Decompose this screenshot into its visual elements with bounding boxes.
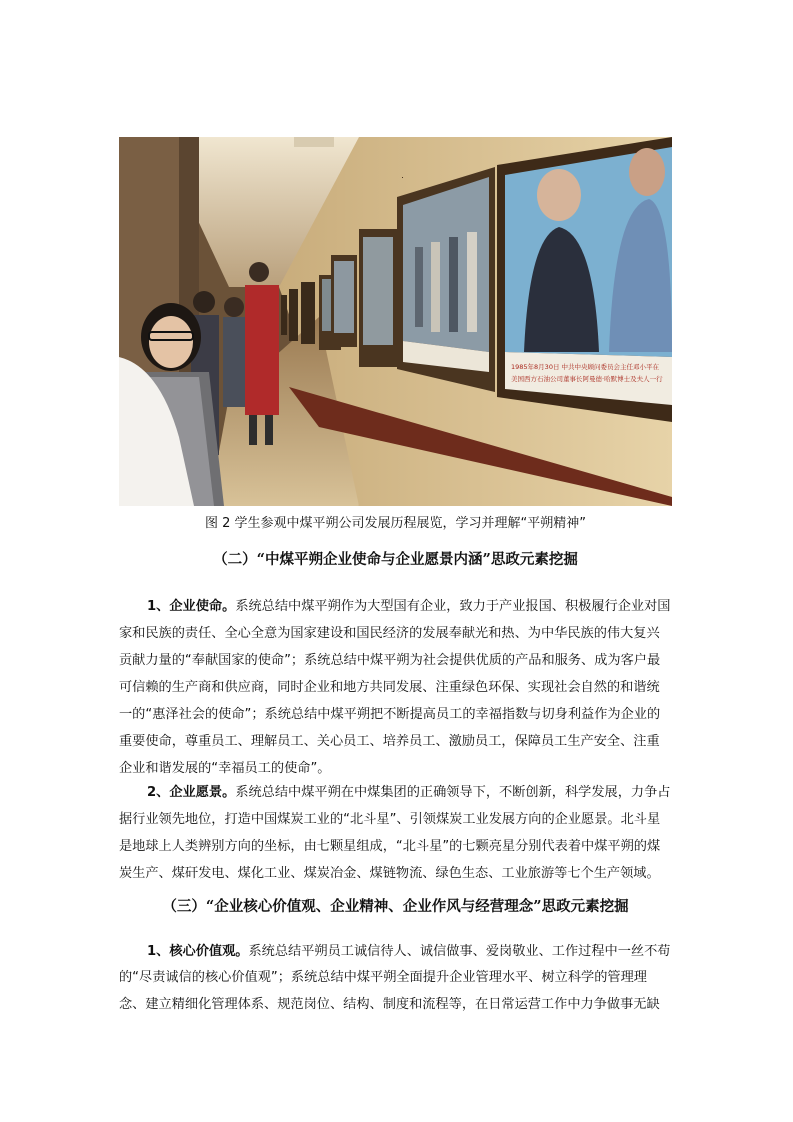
paragraph-mission-first-line: [147, 597, 672, 617]
paragraph-line: 炭生产、煤矸发电、煤化工业、煤炭冶金、煤链物流、绿色生态、工业旅游等七个生产领域。: [119, 866, 660, 881]
plaque-line-1: 1985年8月30日 中共中央顾问委员会主任邓小平在: [511, 363, 660, 371]
vision-first: 系统总结中煤平朔在中煤集团的正确领导下，不断创新，科学发展，力争占: [235, 785, 671, 800]
paragraph-line: 的“尽责诚信的核心价值观”；系统总结中煤平朔全面提升企业管理水平、树立科学的管理理: [119, 970, 647, 985]
paragraph-line: 家和民族的责任、全心全意为国家建设和国民经济的发展奉献光和热、为中华民族的伟大复兴: [119, 626, 660, 641]
paragraph-line: 一的“惠泽社会的使命”；系统总结中煤平朔把不断提高员工的幸福指数与切身利益作为企业的: [119, 707, 661, 722]
plaque-line-2: 美国西方石油公司董事长阿曼德·哈默博士及夫人一行: [511, 375, 663, 383]
paragraph-line: 重要使命，尊重员工、理解员工、关心员工、培养员工、激励员工，保障员工生产安全、注重: [119, 734, 660, 749]
paragraph-line: 据行业领先地位，打造中国煤炭工业的“北斗星”、引领煤炭工业发展方向的企业愿景。北斗星: [119, 812, 661, 827]
paragraph-line: 是地球上人类辨别方向的坐标，由七颗星组成，“北斗星”的七颗亮星分别代表着中煤平朔的煤: [119, 839, 661, 854]
vision-lead: 2、企业愿景。: [147, 785, 236, 800]
photo-caption: 图 2 学生参观中煤平朔公司发展历程展览，学习并理解“平朔精神”: [204, 516, 586, 531]
values-lead: 1、核心价值观。: [147, 944, 249, 959]
paragraph-line: 可信赖的生产商和供应商，同时企业和地方共同发展、注重绿色环保、实现社会自然的和谐统: [119, 680, 660, 695]
paragraph-values-first-line: [147, 942, 672, 962]
mission-lead: 1、企业使命。: [147, 599, 236, 614]
section-heading-3: （三）“企业核心价值观、企业精神、企业作风与经营理念”思政元素挖掘: [162, 898, 629, 915]
paragraph-vision-first-line: [147, 783, 672, 803]
paragraph-line: 贡献力量的“奉献国家的使命”；系统总结中煤平朔为社会提供优质的产品和服务、成为客户最: [119, 653, 661, 668]
paragraph-line: 企业和谐发展的“幸福员工的使命”。: [119, 761, 331, 776]
section-heading-2: （二）“中煤平朔企业使命与企业愿景内涵”思政元素挖掘: [213, 551, 578, 568]
exhibition-photo: [119, 137, 672, 506]
paragraph-line: 念、建立精细化管理体系、规范岗位、结构、制度和流程等，在日常运营工作中力争做事无缺: [119, 997, 660, 1012]
mission-first: 系统总结中煤平朔作为大型国有企业，致力于产业报国、积极履行企业对国: [235, 599, 671, 614]
values-first: 系统总结平朔员工诚信待人、诚信做事、爱岗敬业、工作过程中一丝不苟: [248, 944, 671, 959]
